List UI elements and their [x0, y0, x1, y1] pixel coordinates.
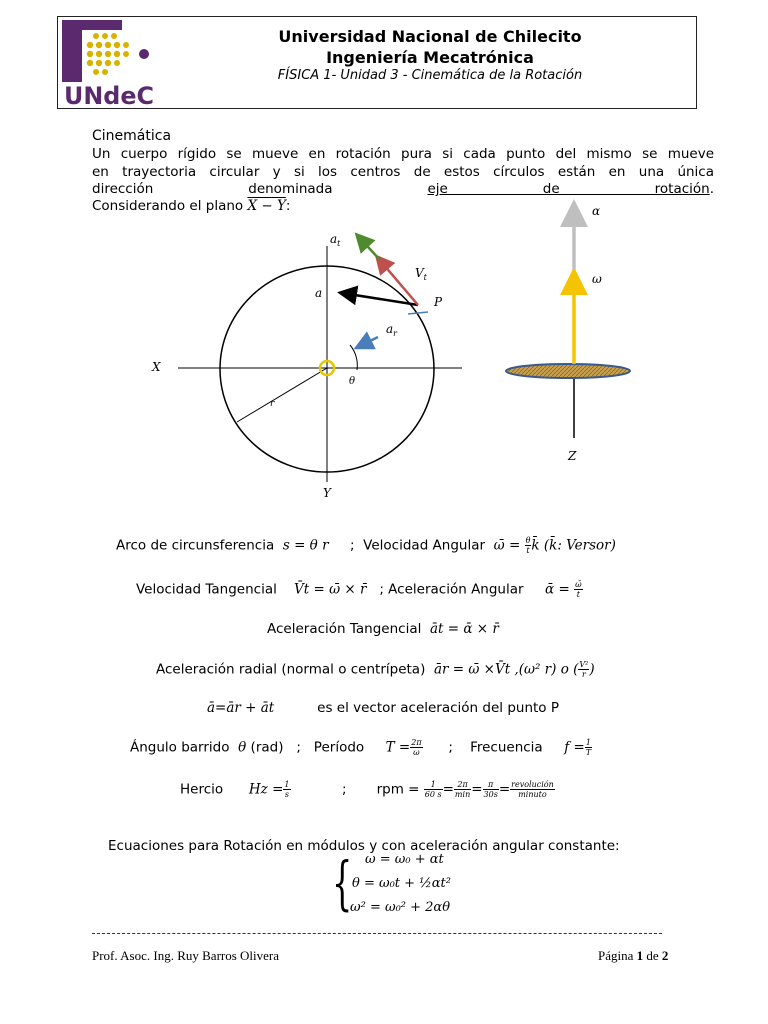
- eq-angle-period-frequency: Ángulo barrido θ (rad) ; Período T = $\frac{2\pi}{\omega}$ ; Frecuencia f = $\frac{1}{T}$: [130, 738, 592, 757]
- paragraph-line-1: Un cuerpo rígido se mueve en rotación pura si cada punto del mismo se mueve: [92, 146, 714, 162]
- label-x: X: [152, 360, 161, 374]
- rotation-eq-2: θ = ω₀t + ½αt²: [352, 876, 451, 891]
- label-omega: ω: [592, 272, 602, 286]
- footer-rule: [92, 933, 662, 934]
- tangential-accel-arrow: [358, 236, 380, 260]
- label-r: r: [270, 399, 275, 409]
- logo-text: UNdeC: [64, 82, 154, 108]
- label-vt: $V_t$: [415, 266, 427, 282]
- section-heading: Cinemática: [92, 128, 172, 144]
- rotation-eq-1: ω = ω₀ + αt: [365, 852, 444, 867]
- point-p-tick: [408, 312, 428, 314]
- radial-to-a-arrow: [342, 293, 418, 305]
- eq-arc-and-angular-velocity: Arco de circunsferencia s = θ r ; Velocidad Angular ω̄ = $\frac{\theta}{t}$ k̄ (k̄: Versor): [116, 536, 616, 555]
- label-ar: $a_r$: [386, 322, 397, 338]
- equation-brace: {: [332, 849, 353, 917]
- plane-line: Considerando el plano X − Y:: [92, 198, 291, 214]
- label-y: Y: [323, 486, 331, 500]
- paragraph-line-3: dirección denominada eje de rotación.: [92, 181, 715, 197]
- paragraph-line-2: en trayectoria circular y si los centros de estos círculos están en una única: [92, 164, 714, 180]
- label-at: $a_t$: [330, 232, 341, 248]
- rotation-equations-intro: Ecuaciones para Rotación en módulos y con aceleración angular constante:: [108, 838, 620, 854]
- label-theta: θ: [349, 376, 356, 387]
- radius-line: [237, 368, 327, 422]
- footer-author: Prof. Asoc. Ing. Ruy Barros Olivera: [92, 948, 280, 963]
- eq-radial-acceleration: Aceleración radial (normal o centrípeta) ār = ω̄ ×V̄t ,(ω² r) o ( $\frac{\text{V²}}{r}$ ): [156, 660, 595, 679]
- label-z: Z: [568, 449, 577, 463]
- university-name: Universidad Nacional de Chilecito: [278, 27, 582, 46]
- eje-de-rotacion-term: eje de rotación: [427, 181, 710, 197]
- eq-tangential-velocity: Velocidad Tangencial V̄t = ω̄ × r̄ ; Aceleración Angular ᾱ = $\frac{\omegā}{t}$: [136, 580, 582, 599]
- eq-hertz-rpm: Hercio Hz = $\frac{1}{s}$ ; rpm = $\frac{1}{60 s}$ = $\frac{2\pi}{\min}$ = $\frac{\pi}{30s}$ = $\frac{\text{revolución}}{\text{minuto}}$: [180, 780, 554, 799]
- eq-tangential-acceleration: Aceleración Tangencial āt = ᾱ × r̄: [267, 621, 499, 637]
- eq-total-acceleration: ā=ār + āt es el vector aceleración del punto P: [207, 700, 559, 716]
- label-a: a: [315, 286, 323, 300]
- radial-accel-arrow: [358, 337, 378, 347]
- document-subtitle: FÍSICA 1- Unidad 3 - Cinemática de la Rotación: [277, 68, 583, 83]
- label-alpha: α: [592, 204, 601, 218]
- footer-page-number: Página 1 de 2: [598, 948, 669, 963]
- program-name: Ingeniería Mecatrónica: [326, 48, 534, 67]
- rotation-eq-3: ω² = ω₀² + 2αθ: [350, 900, 451, 915]
- label-p: P: [434, 295, 443, 309]
- theta-arc: [350, 345, 357, 370]
- rotating-disk: [506, 364, 630, 378]
- plane-math: X − Y: [247, 198, 286, 214]
